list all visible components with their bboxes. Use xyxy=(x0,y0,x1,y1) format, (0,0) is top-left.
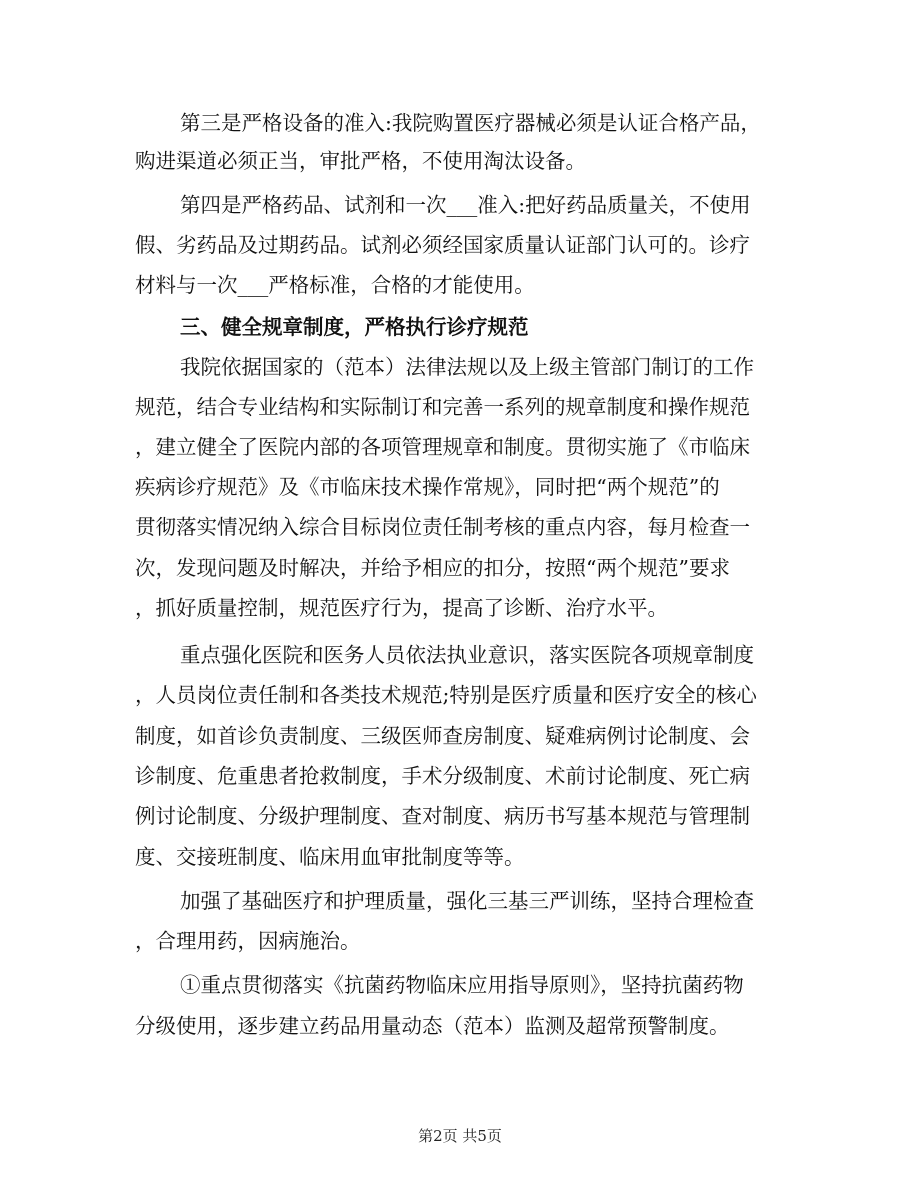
paragraph-6-line-2: 分级使用，逐步建立药品用量动态（范本）监测及超常预警制度。 xyxy=(135,1014,730,1038)
section-heading: 三、健全规章制度，严格执行诊疗规范 xyxy=(180,315,529,339)
paragraph-4-line-3: 制度，如首诊负责制度、三级医师查房制度、疑难病例讨论制度、会 xyxy=(135,724,750,748)
paragraph-4-line-5: 例讨论制度、分级护理制度、查对制度、病历书写基本规范与管理制 xyxy=(135,804,750,828)
paragraph-4-line-6: 度、交接班制度、临床用血审批制度等等。 xyxy=(135,845,525,869)
paragraph-5-line-2: ，合理用药，因病施治。 xyxy=(135,929,361,953)
paragraph-5-line-1: 加强了基础医疗和护理质量，强化三基三严训练，坚持合理检查 xyxy=(180,889,754,913)
paragraph-3-line-6: 次，发现问题及时解决，并给予相应的扣分，按照“两个规范”要求 xyxy=(135,556,730,580)
paragraph-4-line-2: ，人员岗位责任制和各类技术规范;特别是医疗质量和医疗安全的核心 xyxy=(135,683,757,707)
paragraph-2-line-2: 假、劣药品及过期药品。试剂必须经国家质量认证部门认可的。诊疗 xyxy=(135,233,750,257)
paragraph-2-line-1: 第四是严格药品、试剂和一次___准入:把好药品质量关，不使用 xyxy=(180,193,751,217)
paragraph-1-line-2: 购进渠道必须正当，审批严格，不使用淘汰设备。 xyxy=(135,149,586,173)
paragraph-3-line-7: ，抓好质量控制，规范医疗行为，提高了诊断、治疗水平。 xyxy=(135,596,668,620)
paragraph-2-line-3: 材料与一次___严格标准，合格的才能使用。 xyxy=(135,273,535,297)
paragraph-3-line-2: 规范，结合专业结构和实际制订和完善一系列的规章制度和操作规范 xyxy=(135,395,750,419)
paragraph-3-line-1: 我院依据国家的（范本）法律法规以及上级主管部门制订的工作 xyxy=(180,355,754,379)
page-number: 第2页 共5页 xyxy=(418,1127,502,1145)
paragraph-4-line-1: 重点强化医院和医务人员依法执业意识，落实医院各项规章制度 xyxy=(180,643,754,667)
paragraph-6-line-1: ①重点贯彻落实《抗菌药物临床应用指导原则》，坚持抗菌药物 xyxy=(180,973,744,997)
paragraph-3-line-5: 贯彻落实情况纳入综合目标岗位责任制考核的重点内容，每月检查一 xyxy=(135,515,750,539)
paragraph-1-line-1: 第三是严格设备的准入:我院购置医疗器械必须是认证合格产品， xyxy=(180,111,761,135)
paragraph-3-line-4: 疾病诊疗规范》及《市临床技术操作常规》，同时把“两个规范”的 xyxy=(135,475,720,499)
paragraph-4-line-4: 诊制度、危重患者抢救制度，手术分级制度、术前讨论制度、死亡病 xyxy=(135,764,750,788)
paragraph-3-line-3: ，建立健全了医院内部的各项管理规章和制度。贯彻实施了《市临床 xyxy=(135,435,750,459)
